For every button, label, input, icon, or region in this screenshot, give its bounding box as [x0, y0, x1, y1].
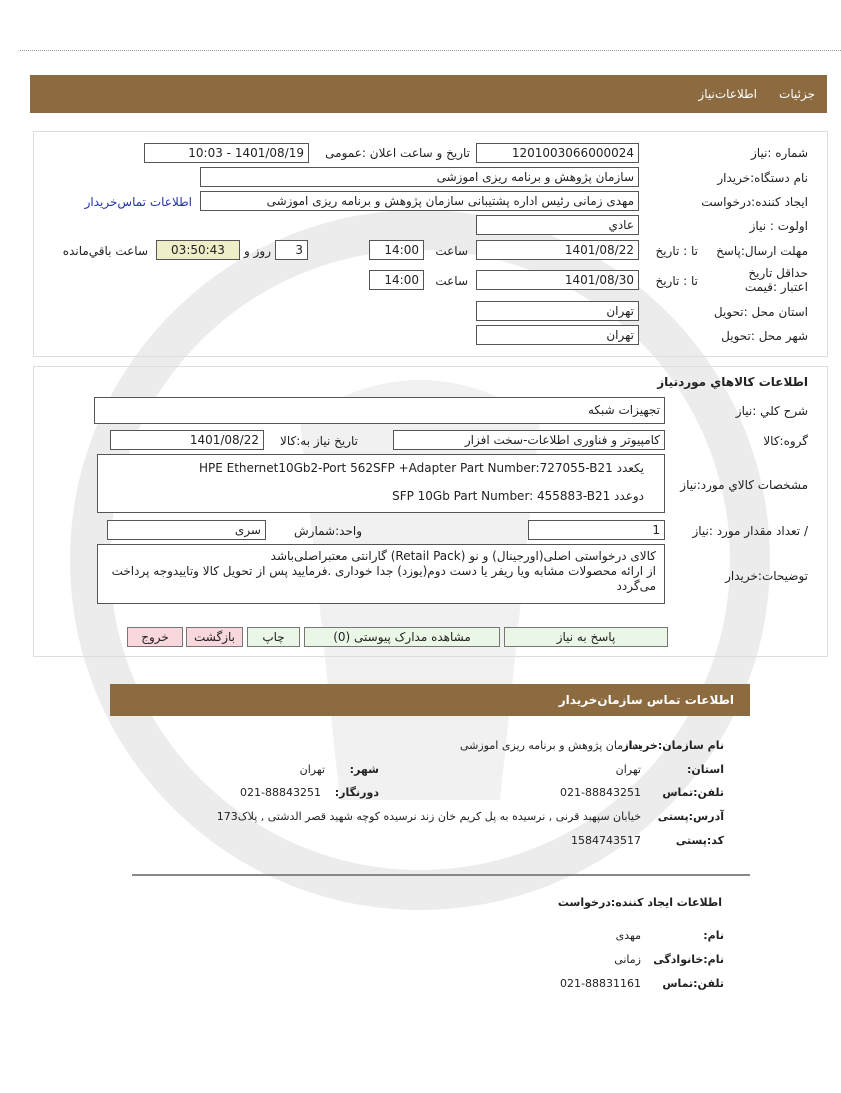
fax-value: 021-88843251 — [240, 786, 321, 799]
reply-button[interactable]: پاسخ به نیاز — [504, 627, 668, 647]
notes-label: توضیحات:خریدار — [725, 569, 808, 583]
need-number-field: 1201003066000024 — [476, 143, 639, 163]
back-button[interactable]: بازگشت — [186, 627, 243, 647]
qty-label: / تعداد مقدار مورد :نياز — [692, 524, 808, 538]
contact-divider — [132, 874, 750, 876]
goods-desc-field: تجهیزات شبکه — [94, 397, 665, 424]
days-label: روز و — [244, 244, 271, 258]
phone-value: 021-88843251 — [560, 786, 641, 799]
deadline-time-label: ساعت — [435, 244, 468, 258]
priority-label: اولوت : نیاز — [749, 219, 808, 233]
days-remaining-field: 3 — [275, 240, 308, 260]
contact-city-value: تهران — [299, 763, 325, 776]
priority-field: عادي — [476, 215, 639, 235]
tab-need-info[interactable]: اطلاعات‌نیاز — [698, 87, 757, 101]
need-info-section — [33, 131, 828, 357]
name-label: نام: — [703, 929, 724, 942]
contact-header — [110, 684, 750, 716]
time-remaining-label: ساعت باقي‌مانده — [62, 244, 148, 258]
exit-button[interactable]: خروج — [127, 627, 183, 647]
validity-time-label: ساعت — [435, 274, 468, 288]
attachments-button[interactable]: مشاهده مدارک پیوستی (0) — [304, 627, 500, 647]
top-divider — [20, 50, 841, 51]
phone-label: تلفن:تماس — [662, 786, 724, 799]
validity-label: حداقل تاریخ اعتبار :قیمت — [744, 266, 808, 294]
province-field: تهران — [476, 301, 639, 321]
city-label: شهر محل :تحویل — [721, 329, 808, 343]
contact-province-label: استان: — [687, 763, 724, 776]
goods-spec-field — [97, 454, 665, 513]
qty-field: 1 — [528, 520, 665, 540]
postal-value: 1584743517 — [571, 834, 641, 847]
unit-field: سری — [107, 520, 266, 540]
creator-label: ایجاد کننده:درخواست — [701, 195, 808, 209]
validity-to-date-label: تا : تاریخ — [655, 274, 698, 288]
deadline-label: مهلت ارسال:پاسخ — [716, 244, 808, 258]
goods-group-label: گروه:کالا — [763, 434, 808, 448]
address-value: خیابان سپهبد قرنی , نرسیده به پل کریم خان زند نرسیده کوچه شهید قصر الدشتی , پلاک173 — [216, 810, 641, 823]
deadline-date-field: 1401/08/22 — [476, 240, 639, 260]
spec-line-1: HPE Ethernet10Gb2-Port 562SFP +Adapter Part Number:727055-B21 یکعدد — [198, 461, 644, 475]
buyer-label: نام دستگاه:خریدار — [717, 171, 808, 185]
announce-field: 1401/08/19 - 10:03 — [144, 143, 309, 163]
city-field: تهران — [476, 325, 639, 345]
address-label: آدرس:پستی — [657, 810, 724, 823]
contact-city-label: شهر: — [349, 763, 379, 776]
creator-phone-label: تلفن:تماس — [662, 977, 724, 990]
deadline-to-date-label: تا : تاریخ — [655, 244, 698, 258]
spec-line-2: دوعدد SFP 10Gb Part Number: 455883-B21 — [392, 489, 644, 503]
need-date-label: تاریخ نیاز به:کالا — [280, 434, 358, 448]
need-number-label: شماره :نیاز — [751, 146, 808, 160]
notes-field: کالای درخواستی اصلی(اورجینال) و نو (Retail Pack) گارانتی معتبراصلی‌باشد از ارائه محصولات مشابه ویا ریفر یا دست دوم(یوزد) جدا خوداری .فرمایید پس از تحویل کالا وتاییدوجه پرداخت می‌گردد — [97, 544, 665, 604]
org-value: سازمان پژوهش و برنامه ریزی اموزشی — [460, 739, 641, 752]
province-label: استان محل :تحویل — [713, 305, 808, 319]
need-date-field: 1401/08/22 — [110, 430, 264, 450]
family-value: زمانی — [614, 953, 641, 966]
contact-title: اطلاعات تماس سازمان‌خریدار — [558, 693, 734, 707]
creator-phone-value: 021-88831161 — [560, 977, 641, 990]
announce-label: تاریخ و ساعت اعلان :عمومی — [325, 146, 470, 160]
validity-time-field: 14:00 — [369, 270, 424, 290]
goods-group-field: کامپیوتر و فناوری اطلاعات-سخت افزار — [393, 430, 665, 450]
family-label: نام:خانوادگی — [653, 953, 724, 966]
goods-desc-label: شرح کلي :نياز — [735, 404, 808, 418]
unit-label: واحد:شمارش — [294, 524, 362, 538]
buyer-field: سازمان پژوهش و برنامه ریزی اموزشی — [200, 167, 639, 187]
print-button[interactable]: چاپ — [247, 627, 300, 647]
fax-label: دورنگار: — [334, 786, 379, 799]
name-value: مهدی — [615, 929, 641, 942]
tab-details[interactable]: جزئیات — [779, 87, 815, 101]
time-remaining-field: 03:50:43 — [156, 240, 240, 260]
goods-spec-label: مشخصات کالاي مورد:نياز — [680, 478, 808, 492]
deadline-time-field: 14:00 — [369, 240, 424, 260]
postal-label: کد:پستی — [675, 834, 724, 847]
org-label: نام سازمان:خریدار — [622, 739, 724, 752]
creator-info-title: اطلاعات ایجاد کننده:درخواست — [557, 896, 722, 909]
buyer-contact-link[interactable]: اطلاعات تماس‌خریدار — [84, 195, 192, 209]
creator-field: مهدی زمانی رئیس اداره پشتیبانی سازمان پژوهش و برنامه ریزی اموزشی — [200, 191, 639, 211]
tab-bar — [30, 75, 827, 113]
goods-heading: اطلاعات کالاهاي موردنياز — [657, 375, 808, 389]
validity-date-field: 1401/08/30 — [476, 270, 639, 290]
contact-province-value: تهران — [615, 763, 641, 776]
